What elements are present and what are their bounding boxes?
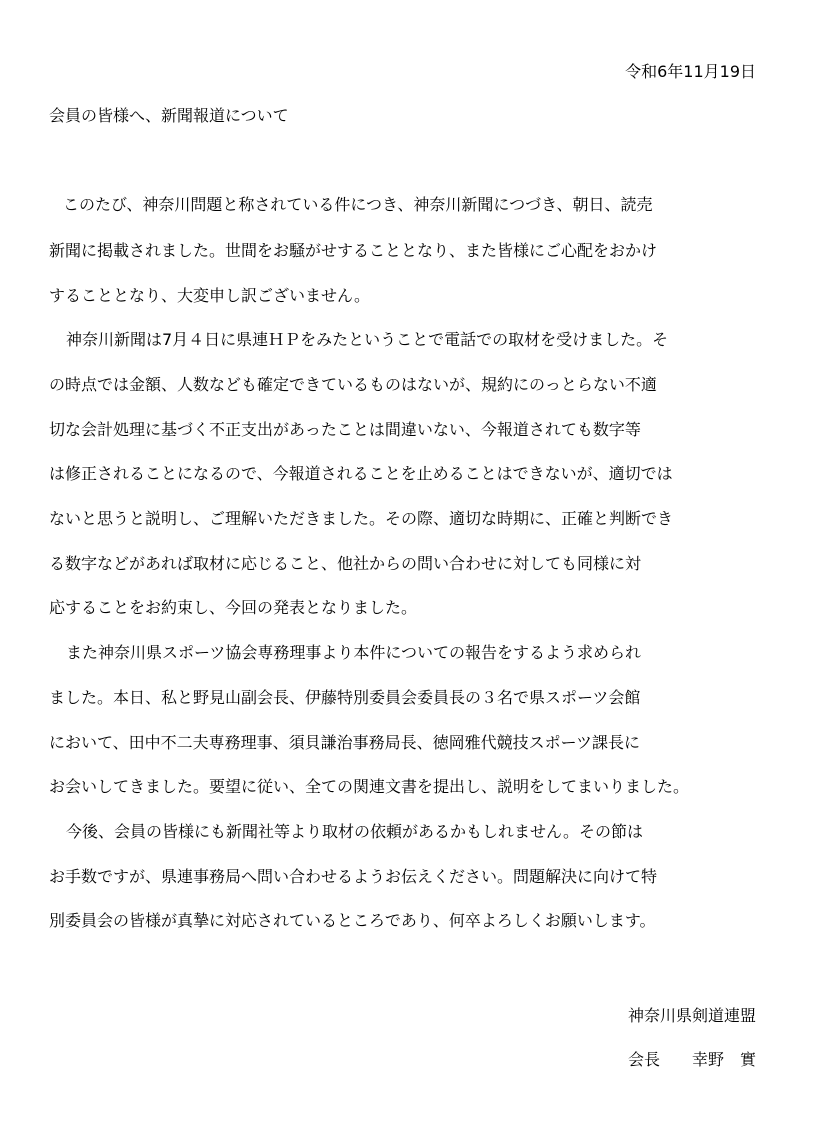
body-line: の時点では金額、人数なども確定できているものはないが、規約にのっとらない不適 — [49, 375, 657, 394]
body-line: ないと思うと説明し、ご理解いただきました。その際、適切な時期に、正確と判断でき — [49, 509, 674, 528]
body-line: ました。本日、私と野見山副会長、伊藤特別委員会委員長の３名で県スポーツ会館 — [49, 688, 641, 707]
body-line: 今後、会員の皆様にも新聞社等より取材の依頼があるかもしれません。その節は — [66, 822, 643, 841]
body-line: また神奈川県スポーツ協会専務理事より本件についての報告をするよう求められ — [66, 643, 642, 662]
body-line: 神奈川新聞は7月４日に県連ＨＰをみたということで電話での取材を受けました。そ — [66, 330, 669, 349]
body-line: 応することをお約束し、今回の発表となりました。 — [49, 598, 418, 617]
body-line: することとなり、大変申し訳ございません。 — [49, 286, 370, 305]
body-line: において、田中不二夫専務理事、須貝謙治事務局長、徳岡雅代競技スポーツ課長に — [49, 733, 641, 752]
body-line: 切な会計処理に基づく不正支出があったことは間違いない、今報道されても数字等 — [49, 420, 641, 439]
body-line: 新聞に掲載されました。世間をお騒がせすることとなり、また皆様にご心配をおかけ — [49, 241, 658, 260]
letter-salutation: 会員の皆様へ、新聞報道について — [49, 106, 289, 125]
body-line: お会いしてきました。要望に従い、全ての関連文書を提出し、説明をしてまいりました。 — [49, 777, 690, 796]
signature-name: 会長 幸野 實 — [627, 1050, 756, 1069]
body-line: る数字などがあれば取材に応じること、他社からの問い合わせに対しても同様に対 — [49, 554, 642, 573]
body-line: は修正されることになるので、今報道されることを止めることはできないが、適切では — [49, 464, 673, 483]
body-line: このたび、神奈川問題と称されている件につき、神奈川新聞につづき、朝日、読売 — [63, 195, 653, 214]
body-line: お手数ですが、県連事務局へ問い合わせるようお伝えください。問題解決に向けて特 — [49, 867, 658, 886]
body-line: 別委員会の皆様が真摯に対応されているところであり、何卒よろしくお願いします。 — [49, 911, 656, 930]
letter-date: 令和6年11月19日 — [625, 62, 756, 81]
signature-organization: 神奈川県剣道連盟 — [627, 1006, 756, 1025]
